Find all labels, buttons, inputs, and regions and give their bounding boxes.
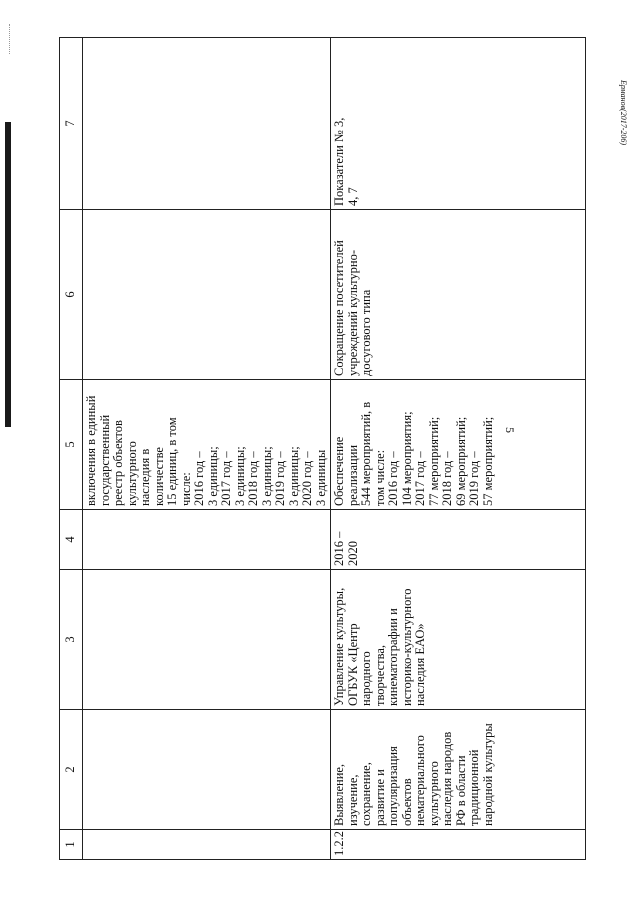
cell-period: 2016 – 2020	[331, 510, 586, 570]
table-header-row	[60, 38, 83, 860]
cell-consequence	[83, 210, 331, 380]
cell-period	[83, 510, 331, 570]
footer-note: Ерманов(2017-206)	[619, 80, 628, 146]
cell-number	[83, 830, 331, 860]
scan-artifact-bar	[5, 122, 11, 427]
cell-number: 1.2.2	[331, 830, 586, 860]
cell-executor	[83, 570, 331, 710]
page-number: 5	[503, 427, 517, 433]
header-cell: 3	[60, 570, 83, 710]
cell-executor: Управление культуры, ОГБУК «Центр народного творчества, кинематографии и историко-культурного наследия ЕАО»	[331, 570, 586, 710]
header-cell: 4	[60, 510, 83, 570]
program-table	[59, 37, 586, 860]
cell-result: включения в единый государственный реестр объектов культурного наследия в количестве 15 единиц, в том числе: 2016 год – 3 единицы; 2017 год – 3 единицы; 2018 год – 3 единицы; 2019 год – 3 единицы; 2020 год – 3 единицы	[83, 380, 331, 510]
cell-consequence: Сокращение посетителей учреждений культурно- досугового типа	[331, 210, 586, 380]
table-row	[83, 38, 331, 860]
rotated-page	[59, 38, 586, 860]
header-cell: 1	[60, 830, 83, 860]
scan-artifact-mark	[9, 24, 12, 54]
cell-activity	[83, 710, 331, 830]
header-cell: 5	[60, 380, 83, 510]
cell-result: Обеспечение реализации 544 мероприятий, в том числе: 2016 год – 104 мероприятия; 2017 год – 77 мероприятий; 2018 год – 69 мероприятий; 2019 год – 57 мероприятий;	[331, 380, 586, 510]
header-cell: 7	[60, 38, 83, 210]
cell-indicators	[83, 38, 331, 210]
header-cell: 6	[60, 210, 83, 380]
cell-activity: Выявление, изучение, сохранение, развитие и популяризация объектов нематериального культурного наследия народов РФ в области традиционной народной культуры	[331, 710, 586, 830]
header-cell: 2	[60, 710, 83, 830]
cell-indicators: Показатели № 3, 4, 7	[331, 38, 586, 210]
table-row	[331, 38, 586, 860]
